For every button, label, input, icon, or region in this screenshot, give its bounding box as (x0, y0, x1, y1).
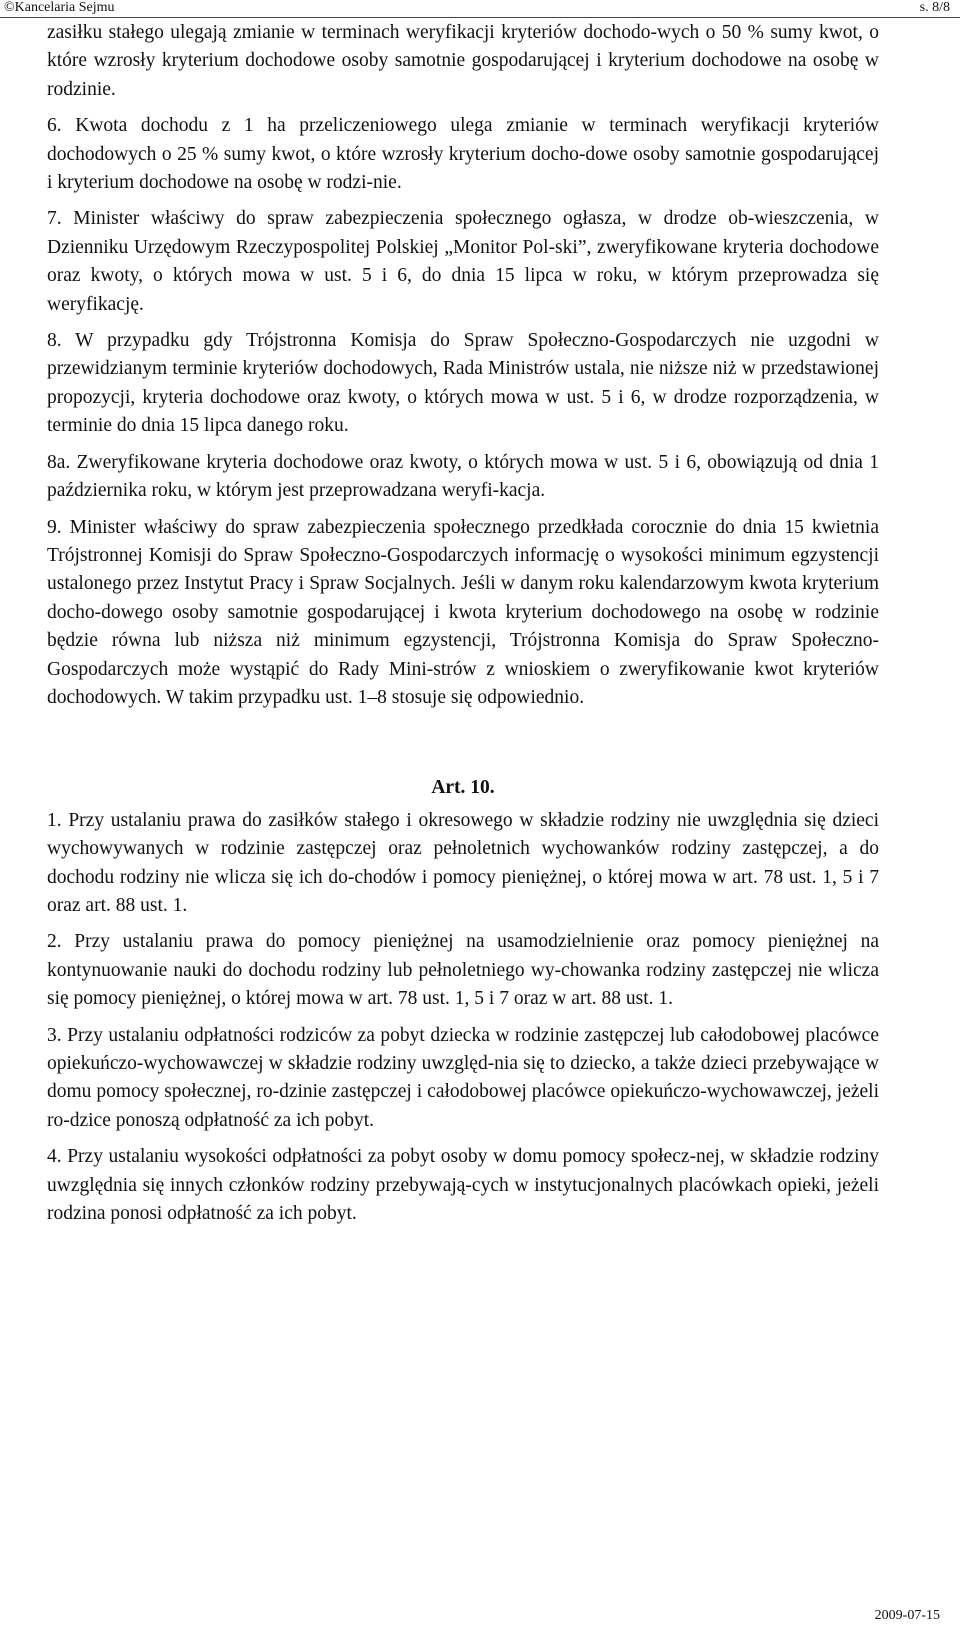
paragraph-art10-ust-2: 2. Przy ustalaniu prawa do pomocy pieniężnej na usamodzielnienie oraz pomocy pieniężnej na kontynuowanie nauki do dochodu rodziny lub pełnoletniego wy-chowanka rodziny zastępczej nie wlicza się pomocy pieniężnej, o której mowa w art. 78 ust. 1, 5 i 7 oraz w art. 88 ust. 1. (47, 931, 879, 1010)
paragraph-ust-8a: 8a. Zweryfikowane kryteria dochodowe oraz kwoty, o których mowa w ust. 5 i 6, obowiązują od dnia 1 października roku, w którym jest przeprowadzana weryfi-kacja. (47, 451, 879, 502)
header-page-number: s. 8/8 (919, 0, 950, 15)
footer-date: 2009-07-15 (874, 1608, 940, 1623)
paragraph-art10-ust-1: 1. Przy ustalaniu prawa do zasiłków stałego i okresowego w składzie rodziny nie uwzględnia się dzieci wychowywanych w rodzinie zastępczej oraz pełnoletnich wychowanków rodziny zastępczej, a do dochodu rodziny nie wlicza się ich do-chodów i pomocy pieniężnej, o której mowa w art. 78 ust. 1, 5 i 7 oraz art. 88 ust. 1. (47, 809, 879, 916)
article-title: Art. 10. (431, 777, 495, 799)
header-rule (0, 17, 960, 18)
paragraph-ust-8: 8. W przypadku gdy Trójstronna Komisja do Spraw Społeczno-Gospodarczych nie uzgodni w przewidzianym terminie kryteriów dochodowych, Rada Ministrów ustala, nie niższe niż w przedstawionej propozycji, kryteria dochodowe oraz kwoty, o których mowa w ust. 5 i 6, w drodze rozporządzenia, w terminie do dnia 15 lipca danego roku. (47, 330, 879, 437)
header-source: ©Kancelaria Sejmu (4, 0, 115, 15)
paragraph-continuation: zasiłku stałego ulegają zmianie w terminach weryfikacji kryteriów dochodo-wych o 50 % sumy kwot, o które wzrosły kryterium dochodowe osoby samotnie gospodarującej i kryterium dochodowe na osobę w rodzinie. (47, 22, 879, 100)
paragraph-art10-ust-3: 3. Przy ustalaniu odpłatności rodziców za pobyt dziecka w rodzinie zastępczej lub całodobowej placówce opiekuńczo-wychowawczej w składzie rodziny uwzględ-nia się to dziecko, a także dzieci przebywające w domu pomocy społecznej, ro-dzinie zastępczej i całodobowej placówce opiekuńczo-wychowawczej, jeżeli ro-dzice ponoszą odpłatność za ich pobyt. (47, 1024, 879, 1131)
paragraph-ust-6: 6. Kwota dochodu z 1 ha przeliczeniowego ulega zmianie w terminach weryfikacji kryteriów dochodowych o 25 % sumy kwot, o które wzrosły kryterium docho-dowe osoby samotnie gospodarującej i kryterium dochodowe na osobę w rodzi-nie. (47, 115, 879, 194)
paragraph-ust-7: 7. Minister właściwy do spraw zabezpieczenia społecznego ogłasza, w drodze ob-wieszczenia, w Dzienniku Urzędowym Rzeczypospolitej Polskiej „Monitor Pol-ski”, zweryfikowane kryteria dochodowe oraz kwoty, o których mowa w ust. 5 i 6, do dnia 15 lipca w roku, w którym przeprowadza się weryfikację. (47, 208, 879, 315)
paragraph-art10-ust-4: 4. Przy ustalaniu wysokości odpłatności za pobyt osoby w domu pomocy społecz-nej, w składzie rodziny uwzględnia się innych członków rodziny przebywają-cych w instytucjonalnych placówkach opieki, jeżeli rodzina ponosi odpłatność za ich pobyt. (47, 1146, 879, 1225)
paragraph-ust-9: 9. Minister właściwy do spraw zabezpieczenia społecznego przedkłada corocznie do dnia 15 kwietnia Trójstronnej Komisji do Spraw Społeczno-Gospodarczych informację o wysokości minimum egzystencji ustalonego przez Instytut Pracy i Spraw Socjalnych. Jeśli w danym roku kalendarzowym kwota kryterium docho-dowego osoby samotnie gospodarującej i kwota kryterium dochodowego na osobę w rodzinie będzie równa lub niższa niż minimum egzystencji, Trójstronna Komisja do Spraw Społeczno-Gospodarczych może wystąpić do Rady Mini-strów z wnioskiem o zweryfikowanie kwot kryteriów dochodowych. W takim przypadku ust. 1–8 stosuje się odpowiednio. (47, 516, 879, 708)
document-body (47, 19, 879, 1228)
